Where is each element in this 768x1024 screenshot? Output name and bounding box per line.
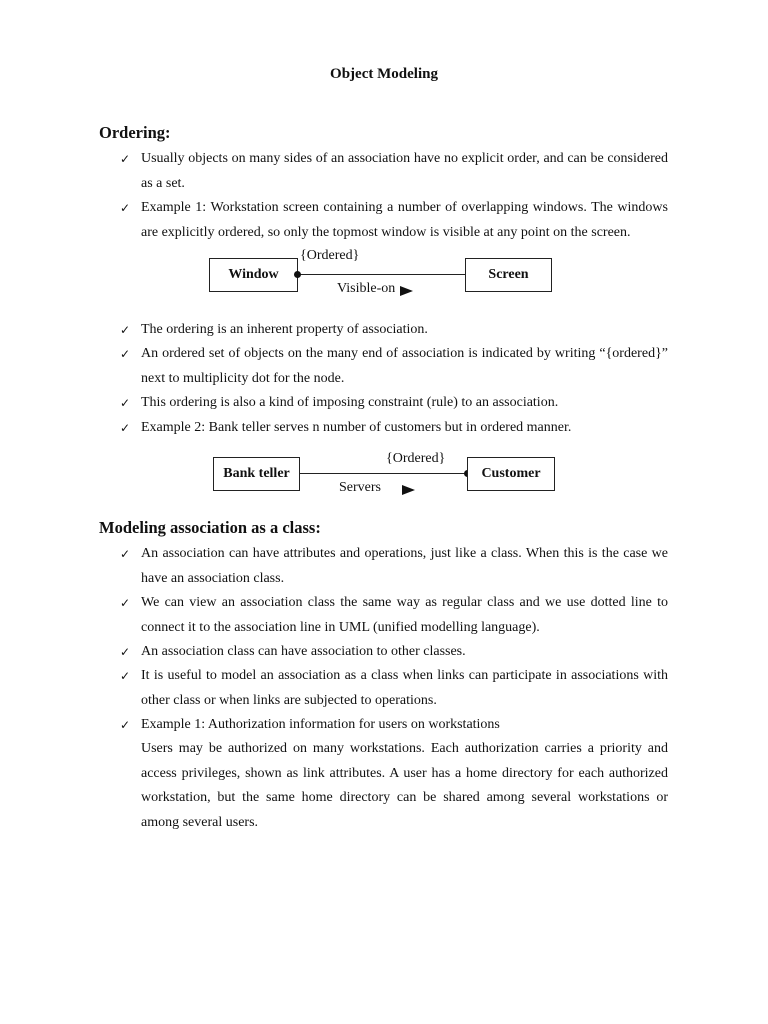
bullet-text: An association class can have association to other classes.	[141, 644, 466, 659]
bullet-item	[120, 416, 668, 441]
bullet-item	[120, 318, 668, 343]
class-name: Window	[228, 267, 279, 282]
bullet-text: Example 1: Workstation screen containing a number of overlapping windows. The windows are explicitly ordered, so only the topmost window is visible at any point on the screen.	[141, 200, 668, 240]
check-mark-icon: ✓	[120, 669, 131, 683]
class-box-customer	[467, 457, 555, 491]
class-box-bank-teller	[213, 457, 300, 491]
association-line	[300, 473, 468, 474]
bullet-item	[120, 196, 668, 245]
constraint-label: {Ordered}	[300, 248, 360, 263]
bullet-item	[120, 640, 668, 665]
association-name: Visible-on	[337, 281, 396, 296]
bullet-item	[120, 391, 668, 416]
section-heading-ordering: Ordering:	[99, 123, 171, 142]
class-name: Bank teller	[223, 466, 290, 481]
class-box-screen	[465, 258, 552, 292]
class-name: Customer	[481, 466, 541, 481]
bullet-text: An ordered set of objects on the many end of association is indicated by writing “{ordered}” next to multiplicity dot for the node.	[141, 346, 668, 386]
bullet-text: Example 1: Authorization information for users on workstations	[141, 717, 500, 732]
bullet-text: This ordering is also a kind of imposing constraint (rule) to an association.	[141, 395, 559, 410]
page-title: Object Modeling	[330, 66, 438, 82]
bullet-item	[120, 664, 668, 713]
association-name: Servers	[339, 480, 381, 495]
class-box-window	[209, 258, 298, 292]
bullet-text: We can view an association class the same way as regular class and we use dotted line to connect it to the association line in UML (unified modelling language).	[141, 595, 668, 635]
check-mark-icon: ✓	[120, 347, 131, 361]
bullet-text: An association can have attributes and operations, just like a class. When this is the case we have an association class.	[141, 546, 668, 586]
multiplicity-dot-icon	[294, 271, 301, 278]
bullet-text: Example 2: Bank teller serves n number of customers but in ordered manner.	[141, 420, 572, 435]
check-mark-icon: ✓	[120, 718, 131, 732]
bullet-text: It is useful to model an association as a class when links can participate in associations with other class or when links are subjected to operations.	[141, 668, 668, 708]
check-mark-icon: ✓	[120, 323, 131, 337]
class-name: Screen	[488, 267, 529, 282]
right-arrow-icon	[402, 485, 415, 495]
bullet-item	[120, 591, 668, 640]
bullet-item	[120, 542, 668, 591]
bullet-text: Usually objects on many sides of an association have no explicit order, and can be considered as a set.	[141, 151, 668, 191]
right-arrow-icon	[400, 286, 413, 296]
check-mark-icon: ✓	[120, 645, 131, 659]
check-mark-icon: ✓	[120, 201, 131, 215]
check-mark-icon: ✓	[120, 152, 131, 166]
check-mark-icon: ✓	[120, 596, 131, 610]
bullet-item	[120, 342, 668, 391]
bullet-text: The ordering is an inherent property of association.	[141, 322, 428, 337]
association-line	[298, 274, 466, 275]
body-paragraph: Users may be authorized on many workstations. Each authorization carries a priority and access privileges, shown as link attributes. A user has a home directory for each authorized workstation, but the same home directory can be shared among several workstations or among several users.	[141, 741, 668, 830]
section-heading-association-class: Modeling association as a class:	[99, 518, 321, 537]
check-mark-icon: ✓	[120, 547, 131, 561]
bullet-item	[120, 147, 668, 196]
check-mark-icon: ✓	[120, 396, 131, 410]
check-mark-icon: ✓	[120, 421, 131, 435]
bullet-item	[120, 713, 668, 738]
constraint-label: {Ordered}	[386, 451, 446, 466]
